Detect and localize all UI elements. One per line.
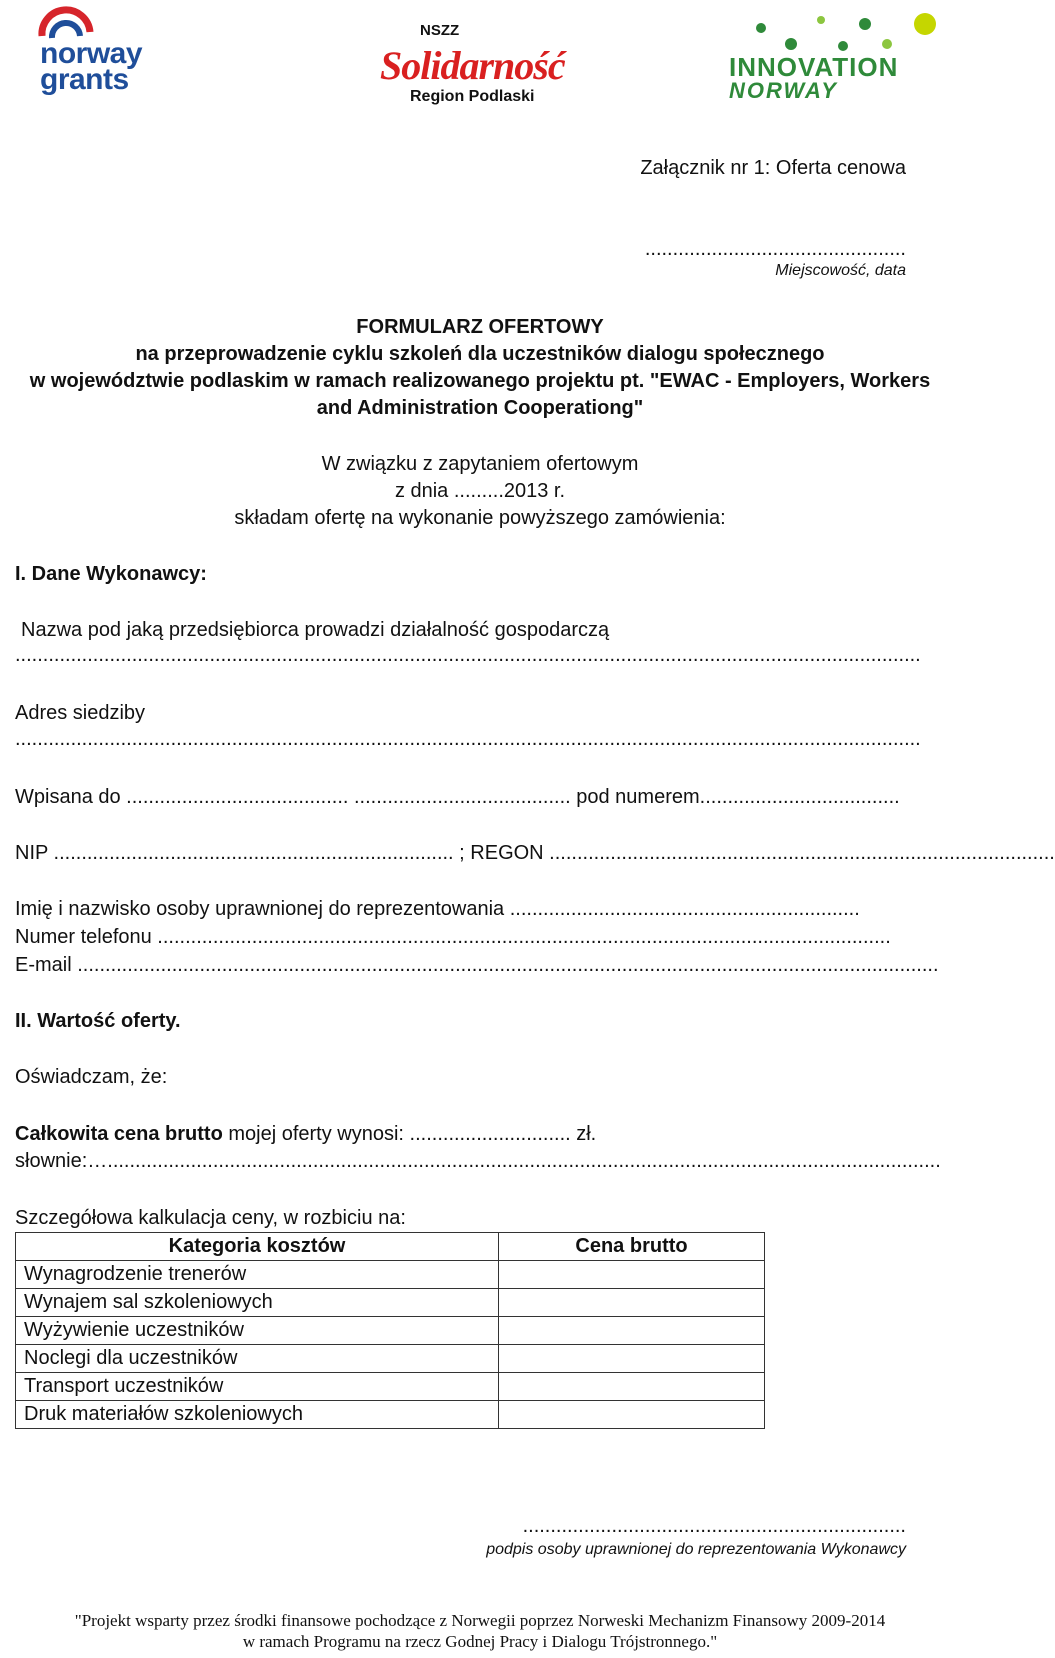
- solidarnosc-logo: [380, 18, 580, 110]
- table-row: [16, 1373, 765, 1401]
- footer-line1: "Projekt wsparty przez środki finansowe pochodzące z Norwegii poprzez Norweski Mechanizm Finansowy 2009-2014: [74, 1611, 886, 1630]
- row-label: Noclegi dla uczestników: [16, 1345, 499, 1373]
- column-header-category: Kategoria kosztów: [16, 1233, 499, 1261]
- section1-heading: I. Dane Wykonawcy:: [15, 563, 207, 585]
- company-name-label: Nazwa pod jaką przedsiębiorca prowadzi działalność gospodarczą: [21, 619, 610, 641]
- place-date-label: Miejscowość, data: [775, 262, 906, 279]
- row-label: Wynajem sal szkoleniowych: [16, 1289, 499, 1317]
- breakdown-label: Szczegółowa kalkulacja ceny, w rozbiciu na:: [15, 1207, 406, 1229]
- table-row: [16, 1261, 765, 1289]
- innovation-line2: NORWAY: [729, 78, 838, 103]
- innovation-line1: INNOVATION: [729, 52, 899, 82]
- row-label: Wynagrodzenie trenerów: [16, 1261, 499, 1289]
- declare-label: Oświadczam, że:: [15, 1066, 168, 1088]
- price-cell[interactable]: [499, 1317, 765, 1345]
- representative-field[interactable]: Imię i nazwisko osoby uprawnionej do reprezentowania ...............................................................: [15, 898, 860, 920]
- row-label: Druk materiałów szkoleniowych: [16, 1401, 499, 1429]
- form-title: FORMULARZ OFERTOWY: [356, 316, 604, 338]
- intro-line2: z dnia .........2013 r.: [394, 480, 566, 502]
- column-header-price: Cena brutto: [499, 1233, 765, 1261]
- price-in-words-field[interactable]: słownie:…......................................................................................................................................................: [15, 1150, 941, 1172]
- norway-grants-line1: norway: [40, 37, 143, 70]
- table-row: [16, 1401, 765, 1429]
- norway-grants-line2: grants: [40, 63, 129, 96]
- table-row: [16, 1289, 765, 1317]
- solidarnosc-nszz: NSZZ: [420, 22, 460, 39]
- form-subtitle-line3: and Administration Cooperationg": [316, 397, 644, 419]
- total-price-label: Całkowita cena brutto: [15, 1123, 223, 1145]
- table-row: [16, 1317, 765, 1345]
- total-price-rest: mojej oferty wynosi: ............................. zł.: [222, 1123, 597, 1145]
- innovation-dots-icon: [725, 6, 953, 52]
- solidarnosc-region: Region Podlaski: [410, 88, 535, 105]
- price-cell[interactable]: [499, 1401, 765, 1429]
- address-label: Adres siedziby: [15, 702, 146, 724]
- price-cell[interactable]: [499, 1373, 765, 1401]
- innovation-norway-logo: [725, 6, 953, 106]
- form-subtitle-line2: w województwie podlaskim w ramach realizowanego projektu pt. "EWAC - Employers, Workers: [29, 370, 931, 392]
- place-date-dots: ...............................................: [644, 238, 906, 260]
- solidarnosc-wordmark: Solidarność: [380, 43, 565, 88]
- email-field[interactable]: E-mail ...........................................................................................................................................................: [15, 954, 939, 976]
- norway-grants-logo: [38, 10, 168, 100]
- norway-grants-arc-icon: [38, 10, 98, 40]
- nip-regon-field[interactable]: NIP ........................................................................ ; REGON ...........................................................................................: [15, 842, 1055, 864]
- row-label: Transport uczestników: [16, 1373, 499, 1401]
- registration-field[interactable]: Wpisana do ........................................ ....................................... pod numerem....................................: [15, 786, 900, 808]
- price-cell[interactable]: [499, 1289, 765, 1317]
- row-label: Wyżywienie uczestników: [16, 1317, 499, 1345]
- address-field[interactable]: ...................................................................................................................................................................: [15, 728, 921, 750]
- price-cell[interactable]: [499, 1261, 765, 1289]
- signature-dots[interactable]: .....................................................................: [522, 1515, 906, 1537]
- signature-label: podpis osoby uprawnionej do reprezentowania Wykonawcy: [486, 1541, 906, 1558]
- table-row: [16, 1345, 765, 1373]
- attachment-label: Załącznik nr 1: Oferta cenowa: [640, 157, 906, 179]
- cost-breakdown-table: [15, 1232, 765, 1429]
- phone-field[interactable]: Numer telefonu ....................................................................................................................................: [15, 926, 891, 948]
- form-subtitle-line1: na przeprowadzenie cyklu szkoleń dla uczestników dialogu społecznego: [135, 343, 825, 365]
- footer-line2: w ramach Programu na rzecz Godnej Pracy i Dialogu Trójstronnego.": [242, 1632, 718, 1651]
- total-price-field[interactable]: [15, 1121, 596, 1147]
- table-header-row: [16, 1233, 765, 1261]
- intro-line3: składam ofertę na wykonanie powyższego zamówienia:: [234, 507, 726, 529]
- intro-line1: W związku z zapytaniem ofertowym: [321, 453, 639, 475]
- price-cell[interactable]: [499, 1345, 765, 1373]
- section2-heading: II. Wartość oferty.: [15, 1010, 181, 1032]
- company-name-field[interactable]: ...................................................................................................................................................................: [15, 644, 921, 666]
